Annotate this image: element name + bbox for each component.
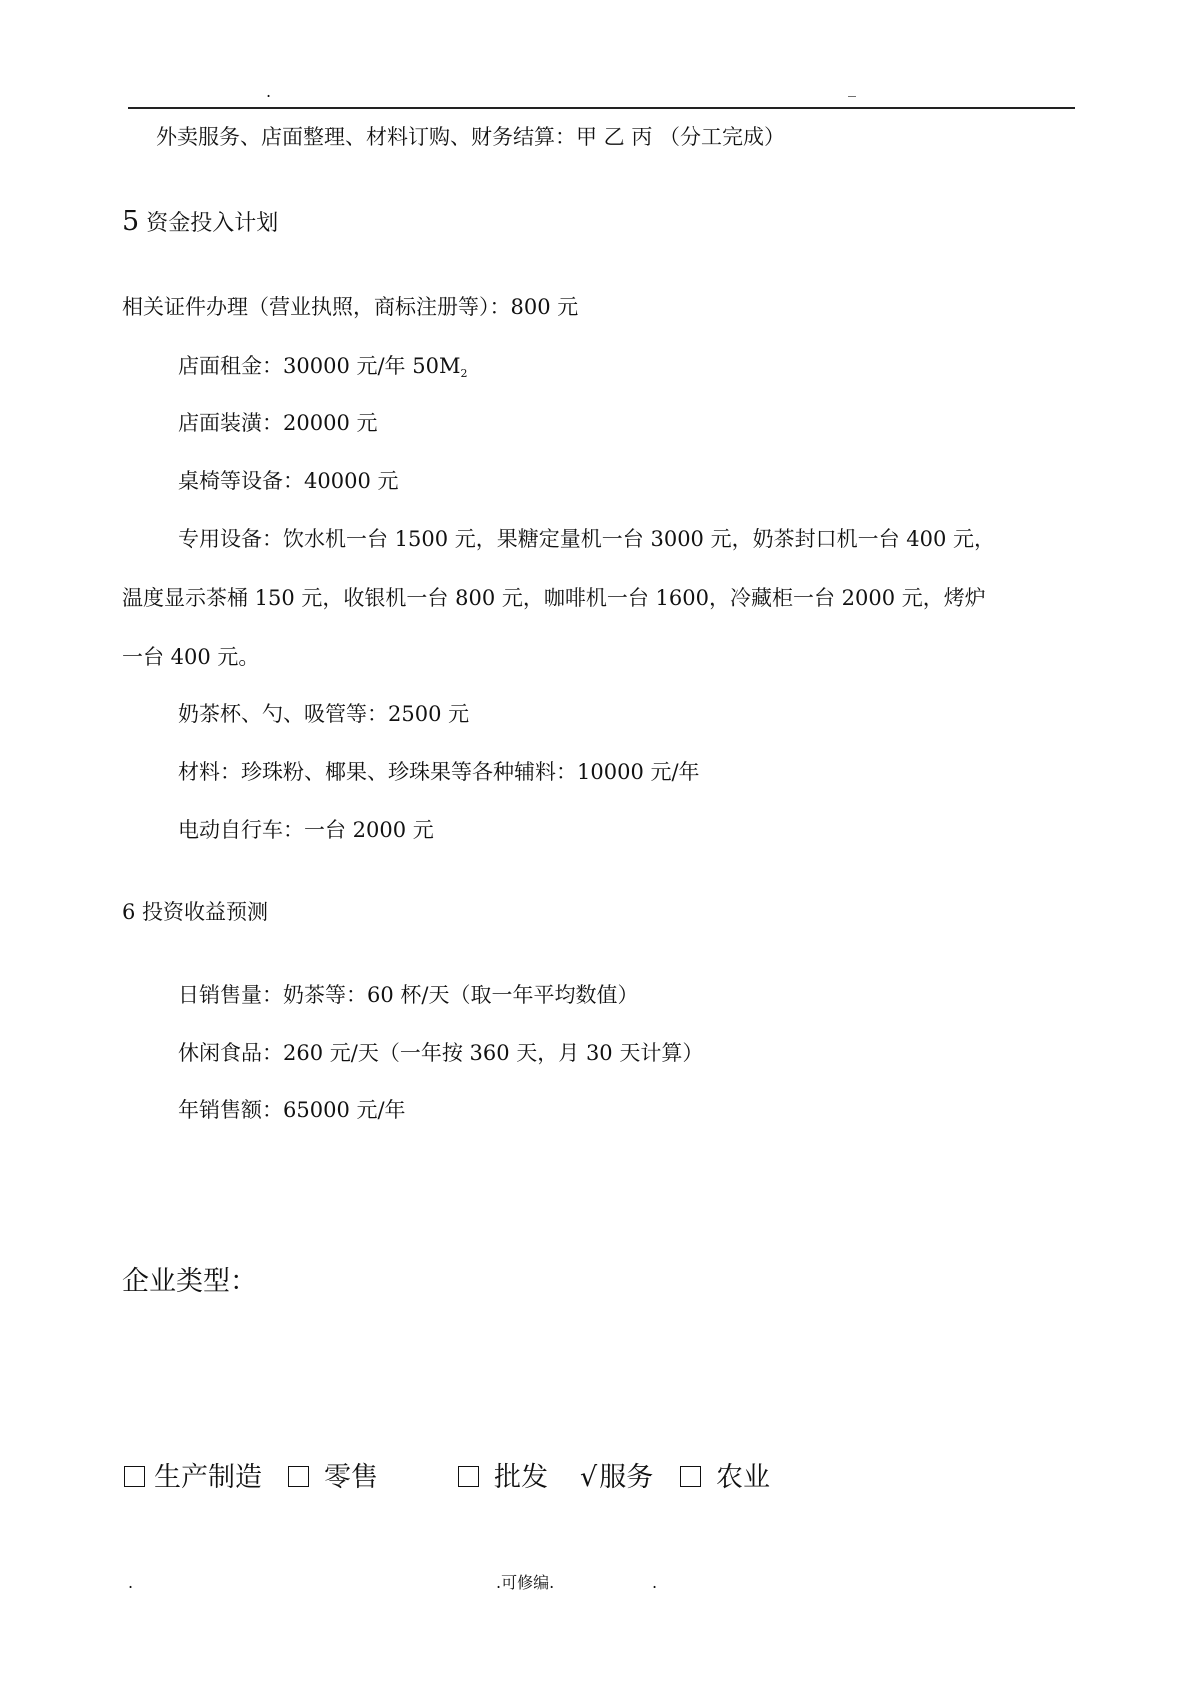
option-retail[interactable]: [288, 1458, 378, 1498]
checkbox-empty-icon: [288, 1466, 309, 1487]
option-label: 服务: [599, 1462, 654, 1493]
staff-assignment-line: 外卖服务、店面整理、材料订购、财务结算：甲 乙 丙 （分工完成）: [156, 125, 786, 149]
option-wholesale[interactable]: [458, 1458, 548, 1498]
checkbox-empty-icon: [458, 1466, 479, 1487]
option-agriculture[interactable]: [680, 1458, 770, 1498]
header-rule: [128, 107, 1075, 109]
daily-sales: 日销售量：奶茶等：60 杯/天（取一年平均数值）: [178, 983, 639, 1007]
footer-right-mark: .: [652, 1573, 658, 1592]
section-5-title: 资金投入计划: [146, 211, 279, 236]
option-label: 生产制造: [154, 1462, 262, 1493]
checkmark-icon: √: [580, 1462, 598, 1493]
equipment-line-2: 温度显示茶桶 150 元，收银机一台 800 元，咖啡机一台 1600，冷藏柜一台 2000 元，烤炉: [122, 586, 986, 610]
section-5-heading: [122, 206, 278, 240]
option-label: 批发: [494, 1462, 548, 1493]
furniture-cost: 桌椅等设备：40000 元: [178, 469, 399, 493]
rent-cost-text: 店面租金：30000 元/年 50M: [178, 354, 461, 378]
license-cost: 相关证件办理（营业执照，商标注册等）：800 元: [122, 295, 579, 319]
ebike-cost: 电动自行车：一台 2000 元: [178, 818, 434, 842]
decor-cost: 店面装潢：20000 元: [178, 411, 378, 435]
header-right-mark: _: [848, 78, 856, 97]
equipment-line-1: 专用设备：饮水机一台 1500 元，果糖定量机一台 3000 元，奶茶封口机一台 400 元，: [178, 527, 996, 551]
annual-sales: 年销售额：65000 元/年: [178, 1098, 406, 1122]
materials-cost: 材料：珍珠粉、椰果、珍珠果等各种辅料：10000 元/年: [178, 760, 700, 784]
section-5-number: 5: [122, 206, 140, 237]
rent-cost: [178, 351, 467, 389]
equipment-line-3: 一台 400 元。: [122, 645, 260, 669]
rent-unit-mark: 2: [460, 367, 468, 380]
header-left-mark: .: [266, 82, 272, 101]
option-label: 零售: [324, 1462, 378, 1493]
enterprise-type-options: [0, 1458, 1191, 1498]
section-6-heading: 6 投资收益预测: [122, 900, 269, 924]
option-manufacturing[interactable]: [124, 1458, 262, 1498]
checkbox-empty-icon: [124, 1466, 145, 1487]
cups-cost: 奶茶杯、勺、吸管等：2500 元: [178, 702, 470, 726]
footer-center-text: .可修编.: [496, 1573, 555, 1592]
enterprise-type-title: 企业类型：: [122, 1266, 257, 1297]
option-service[interactable]: [580, 1458, 653, 1498]
footer-left-mark: .: [128, 1573, 134, 1592]
option-label: 农业: [716, 1462, 770, 1493]
checkbox-empty-icon: [680, 1466, 701, 1487]
snack-sales: 休闲食品：260 元/天（一年按 360 天，月 30 天计算）: [178, 1041, 704, 1065]
